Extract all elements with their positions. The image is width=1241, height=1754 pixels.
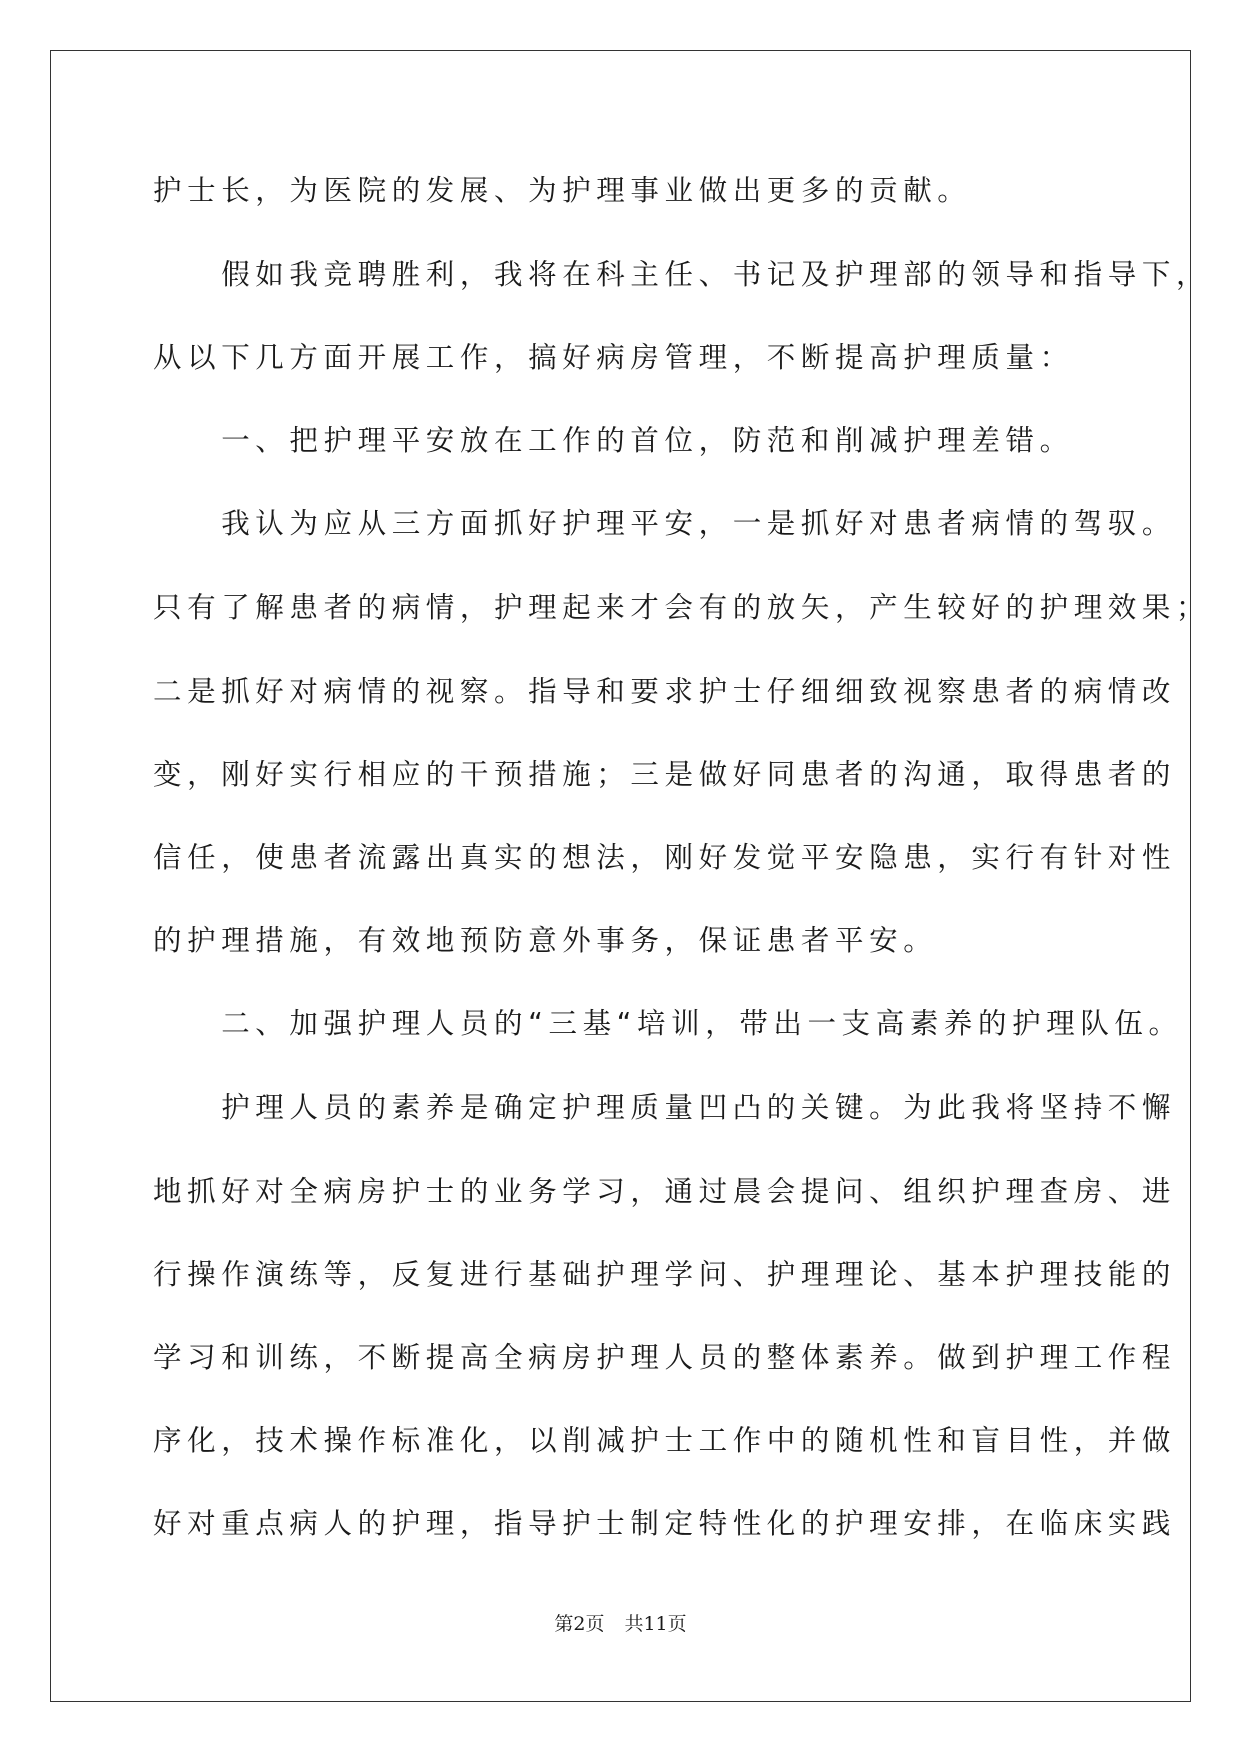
text-line: 二、加强护理人员的“三基“培训，带出一支高素养的护理队伍。	[153, 1007, 1183, 1040]
text-line: 二是抓好对病情的视察。指导和要求护士仔细细致视察患者的病情改	[153, 675, 1177, 708]
page-footer	[0, 1612, 1241, 1636]
text-line: 学习和训练，不断提高全病房护理人员的整体素养。做到护理工作程	[153, 1341, 1177, 1374]
text-line: 行操作演练等，反复进行基础护理学问、护理理论、基本护理技能的	[153, 1258, 1177, 1291]
text-line: 假如我竞聘胜利，我将在科主任、书记及护理部的领导和指导下，	[153, 258, 1211, 291]
text-line: 信任，使患者流露出真实的想法，刚好发觉平安隐患，实行有针对性	[153, 841, 1177, 874]
page-number: 第2页	[554, 1613, 605, 1635]
text-line: 地抓好对全病房护士的业务学习，通过晨会提问、组织护理查房、进	[153, 1175, 1177, 1208]
text-line: 的护理措施，有效地预防意外事务，保证患者平安。	[153, 924, 938, 957]
text-line: 一、把护理平安放在工作的首位，防范和削减护理差错。	[153, 424, 1074, 457]
text-line: 护士长，为医院的发展、为护理事业做出更多的贡献。	[153, 174, 972, 207]
text-line: 序化，技术操作标准化，以削减护士工作中的随机性和盲目性，并做	[153, 1424, 1177, 1457]
text-line: 变，刚好实行相应的干预措施；三是做好同患者的沟通，取得患者的	[153, 758, 1177, 791]
text-line: 从以下几方面开展工作，搞好病房管理，不断提高护理质量：	[153, 341, 1074, 374]
page-total: 共11页	[624, 1613, 687, 1635]
text-line: 只有了解患者的病情，护理起来才会有的放矢，产生较好的护理效果；	[153, 591, 1211, 624]
text-line: 护理人员的素养是确定护理质量凹凸的关键。为此我将坚持不懈	[153, 1091, 1177, 1124]
text-line: 好对重点病人的护理，指导护士制定特性化的护理安排，在临床实践	[153, 1507, 1177, 1540]
text-line: 我认为应从三方面抓好护理平安，一是抓好对患者病情的驾驭。	[153, 507, 1177, 540]
